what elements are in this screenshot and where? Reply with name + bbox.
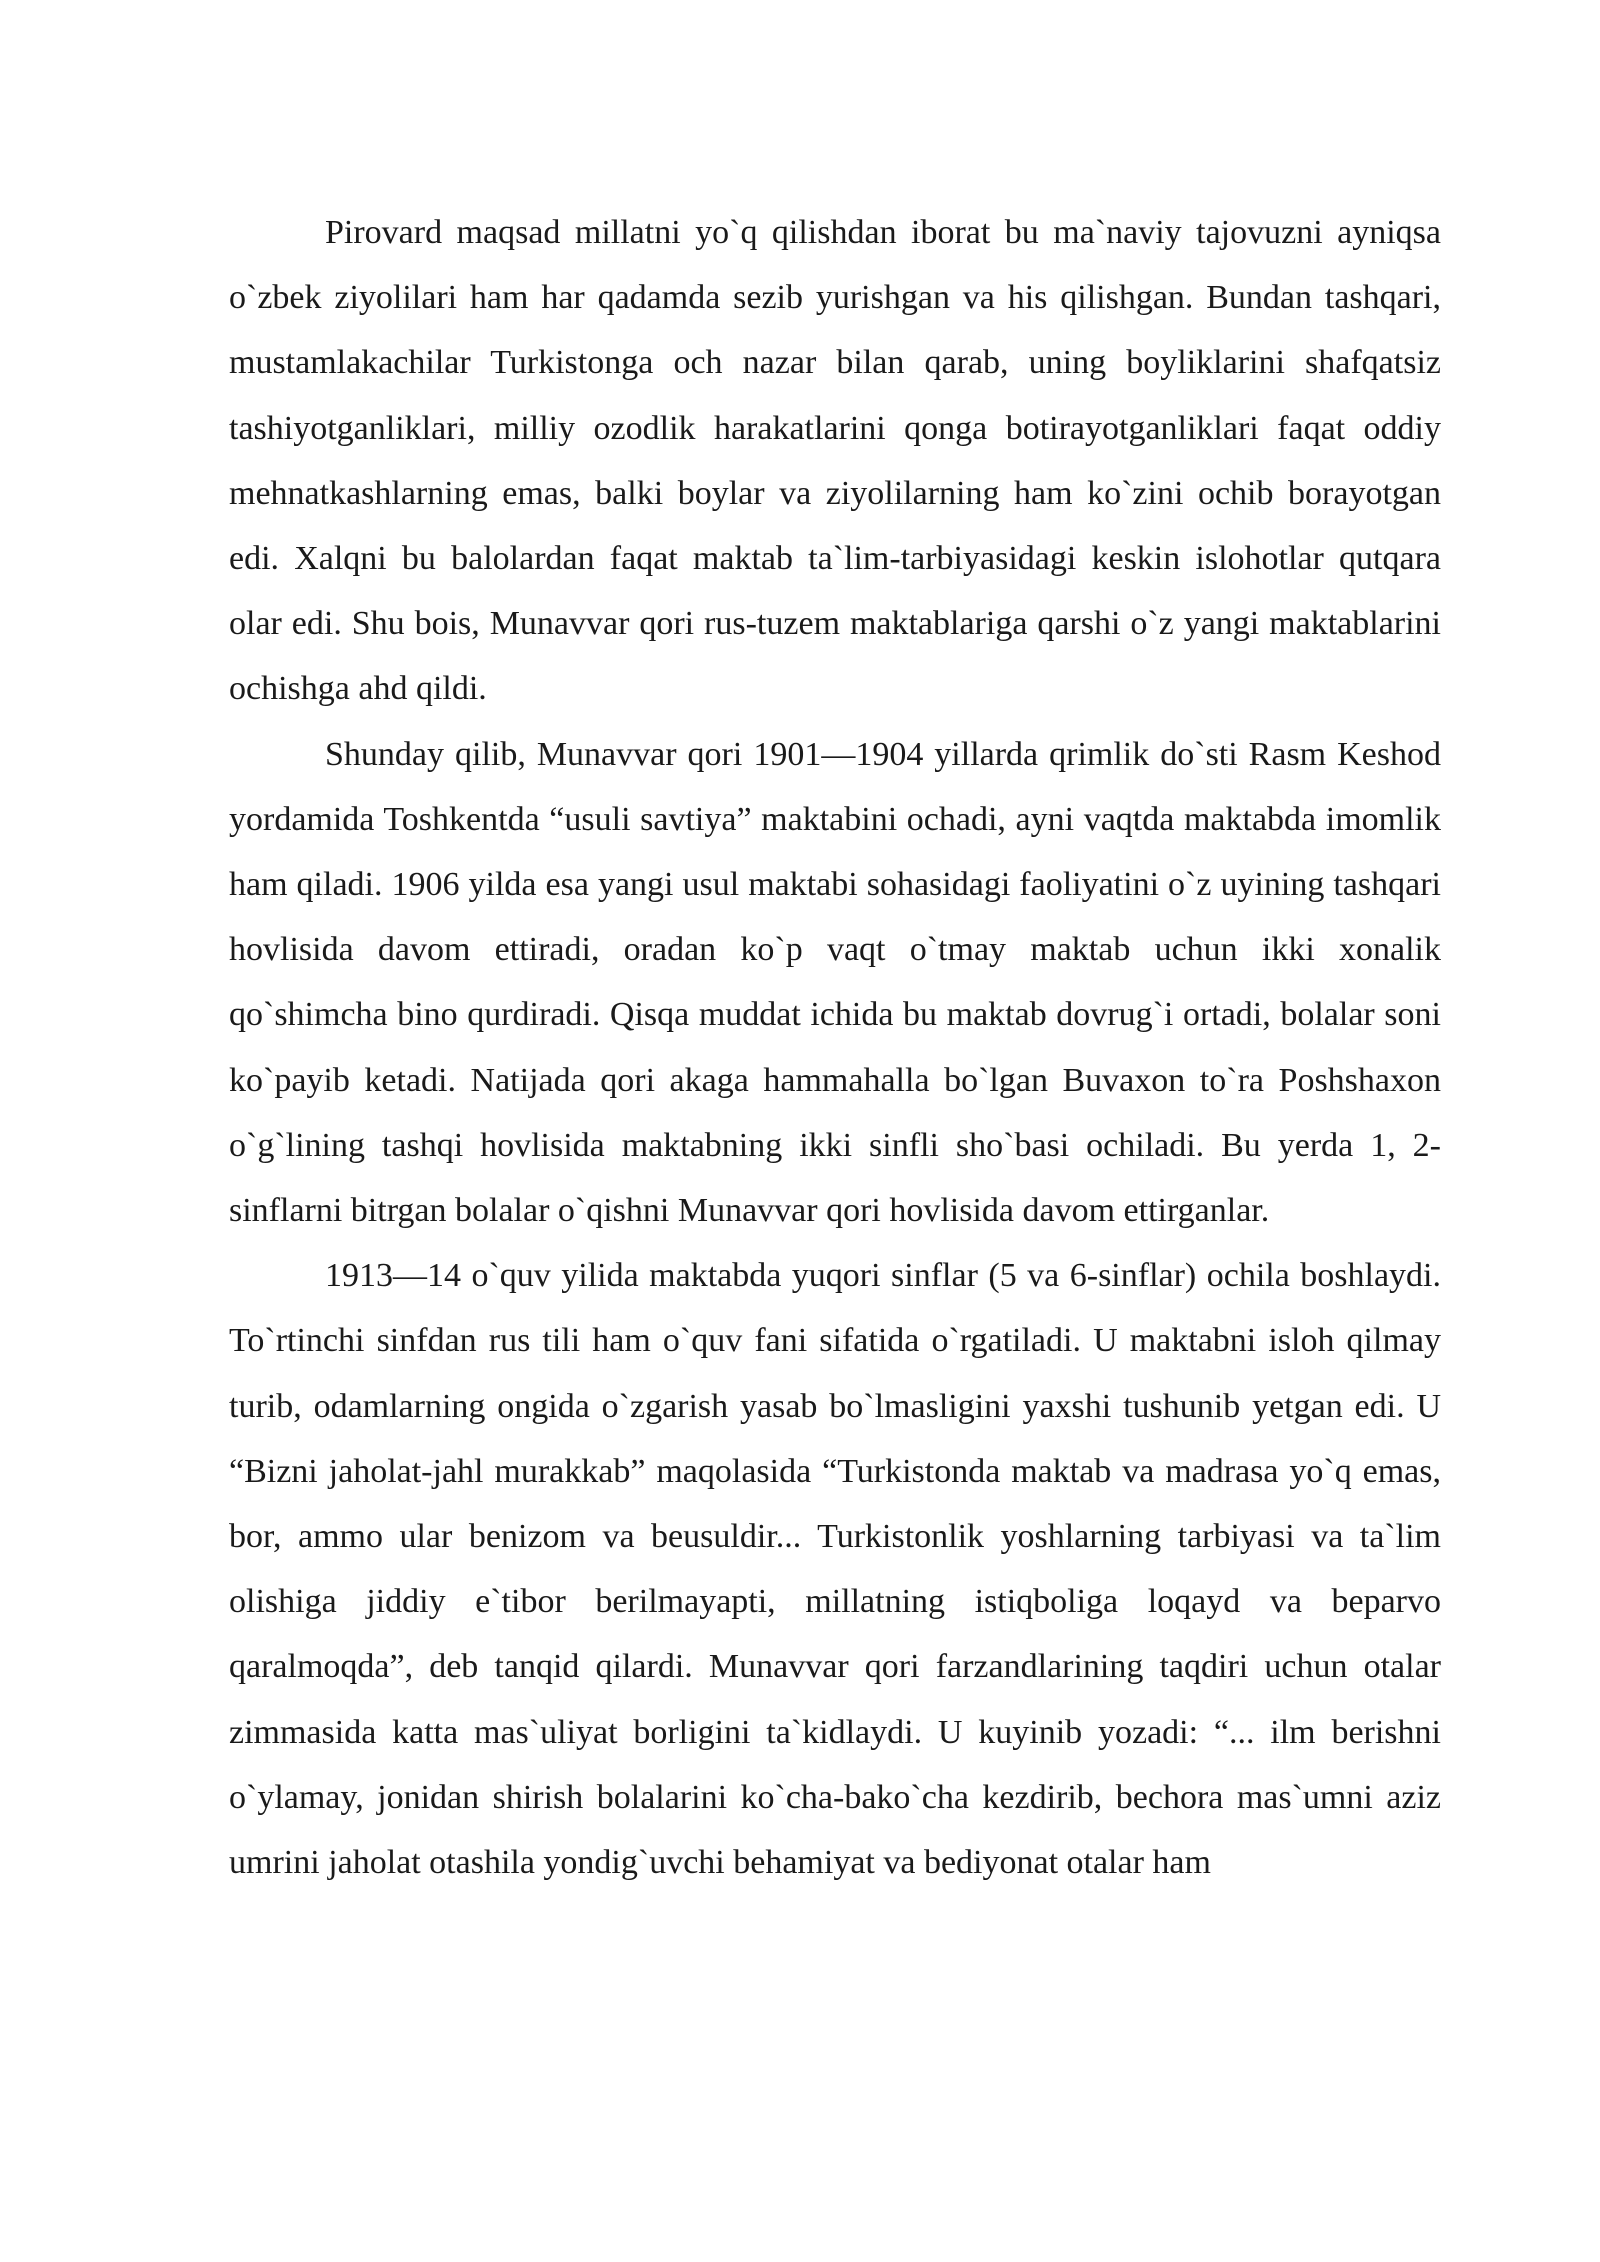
paragraph: 1913—14 o`quv yilida maktabda yuqori sinflar (5 va 6-sinflar) ochila boshlaydi. To`rtinchi sinfdan rus tili ham o`quv fani sifatida o`rgatiladi. U maktabni isloh qilmay turib, odamlarning ongida o`zgarish yasab bo`lmasligini yaxshi tushunib yetgan edi. U “Bizni jaholat-jahl murakkab” maqolasida “Turkistonda maktab va madrasa yo`q emas, bor, ammo ular benizom va beusuldir... Turkistonlik yoshlarning tarbiyasi va ta`lim olishiga jiddiy e`tibor berilmayapti, millatning istiqboliga loqayd va beparvo qaralmoqda”, deb tanqid qilardi. Munavvar qori farzandlarining taqdiri uchun otalar zimmasida katta mas`uliyat borligini ta`kidlaydi. U kuyinib yozadi: “... ilm berishni o`ylamay, jonidan shirish bolalarini ko`cha-bako`cha kezdirib, bechora mas`umni aziz umrini jaholat otashila yondig`uvchi behamiyat va bediyonat otalar ham <box>229 1257 1441 1882</box>
paragraph: Pirovard maqsad millatni yo`q qilishdan iborat bu ma`naviy tajovuzni ayniqsa o`zbek ziyolilari ham har qadamda sezib yurishgan va his qilishgan. Bundan tashqari, mustamlakachilar Turkistonga och nazar bilan qarab, uning boyliklarini shafqatsiz tashiyotganliklari, milliy ozodlik harakatlarini qonga botirayotganliklari faqat oddiy mehnatkashlarning emas, balki boylar va ziyolilarning ham ko`zini ochib borayotgan edi. Xalqni bu balolardan faqat maktab ta`lim-tarbiyasidagi keskin islohotlar qutqara olar edi. Shu bois, Munavvar qori rus-tuzem maktablariga qarshi o`z yangi maktablarini ochishga ahd qildi. <box>229 214 1441 708</box>
paragraph: Shunday qilib, Munavvar qori 1901—1904 yillarda qrimlik do`sti Rasm Keshod yordamida Toshkentda “usuli savtiya” maktabini ochadi, ayni vaqtda maktabda imomlik ham qiladi. 1906 yilda esa yangi usul maktabi sohasidagi faoliyatini o`z uyining tashqari hovlisida davom ettiradi, oradan ko`p vaqt o`tmay maktab uchun ikki xonalik qo`shimcha bino qurdiradi. Qisqa muddat ichida bu maktab dovrug`i ortadi, bolalar soni ko`payib ketadi. Natijada qori akaga hammahalla bo`lgan Buvaxon to`ra Poshshaxon o`g`lining tashqi hovlisida maktabning ikki sinfli sho`basi ochiladi. Bu yerda 1, 2-sinflarni bitrgan bolalar o`qishni Munavvar qori hovlisida davom ettirganlar. <box>229 735 1441 1230</box>
document-page <box>229 200 1441 1895</box>
